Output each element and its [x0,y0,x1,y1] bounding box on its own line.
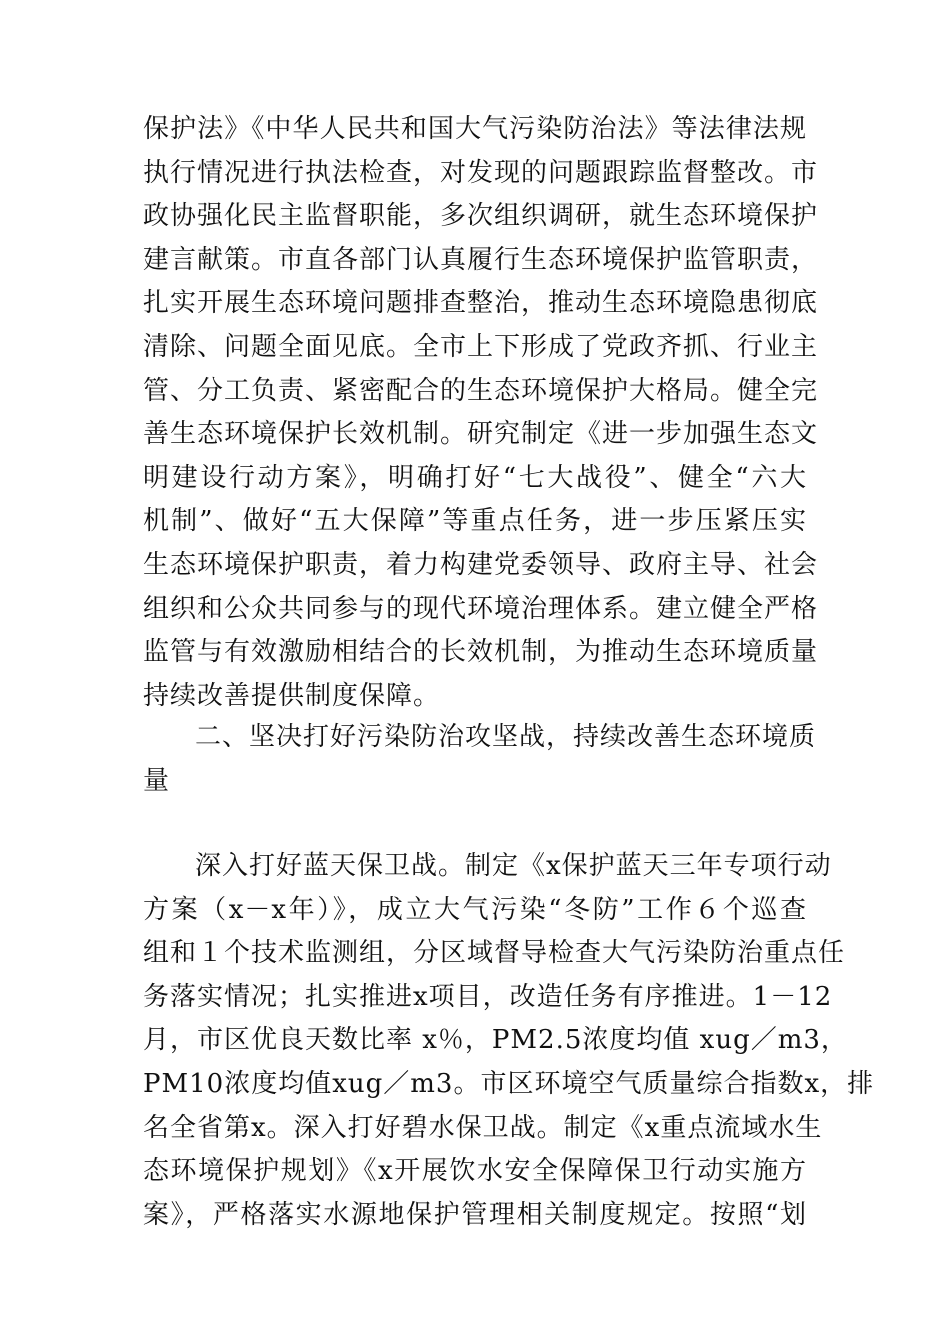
text-line: 案》，严格落实水源地保护管理相关制度规定。按照“划 [143,1199,807,1230]
text-line: 保护法》《中华人民共和国大气污染防治法》等法律法规 [143,114,807,144]
heading-line: 二、坚决打好污染防治攻坚战，持续改善生态环境质 [195,722,817,752]
text-line: 生态环境保护职责，着力构建党委领导、政府主导、社会 [143,549,819,580]
text-line: 管、分工负责、紧密配合的生态环境保护大格局。健全完 [143,375,819,406]
text-line: 务落实情况；扎实推进x项目，改造任务有序推进。1－12 [143,981,833,1012]
text-line: 监管与有效激励相结合的长效机制，为推动生态环境质量 [143,637,819,668]
text-line: 扎实开展生态环境问题排查整治，推动生态环境隐患彻底 [143,288,819,319]
paragraph-environment-protection-responsibility [143,108,819,718]
text-line: 名全省第x。深入打好碧水保卫战。制定《x重点流域水生 [143,1112,823,1143]
text-line: 组和１个技术监测组，分区域督导检查大气污染防治重点任 [143,938,846,969]
text-line: 明建设行动方案》，明确打好“七大战役”、健全“六大 [143,462,807,493]
text-line: 态环境保护规划》《x开展饮水安全保障保卫行动实施方 [143,1156,807,1187]
text-line: 建言献策。市直各部门认真履行生态环境保护监管职责， [143,244,819,275]
section-heading-pollution-prevention [143,716,817,803]
text-line: 善生态环境保护长效机制。研究制定《进一步加强生态文 [143,419,819,450]
text-line: 清除、问题全面见底。全市上下形成了党政齐抓、行业主 [143,331,819,362]
text-line: 深入打好蓝天保卫战。制定《x保护蓝天三年专项行动 [195,851,832,881]
paragraph-blue-sky-clear-water [143,845,875,1237]
text-line: PM10浓度均值xug／m3。市区环境空气质量综合指数x，排 [143,1068,875,1099]
text-line: 政协强化民主监督职能，多次组织调研，就生态环境保护 [143,201,819,232]
text-line: 月，市区优良天数比率 x％，PM2.5浓度均值 xug／m3， [143,1025,848,1056]
text-line: 持续改善提供制度保障。 [143,680,441,711]
text-line: 组织和公众共同参与的现代环境治理体系。建立健全严格 [143,593,819,624]
text-line: 执行情况进行执法检查，对发现的问题跟踪监督整改。市 [143,157,819,188]
text-line: 机制”、做好“五大保障”等重点任务，进一步压紧压实 [143,506,807,537]
text-line: 方案（x－x年）》，成立大气污染“冬防”工作６个巡查 [143,894,807,925]
heading-line: 量 [143,765,171,796]
